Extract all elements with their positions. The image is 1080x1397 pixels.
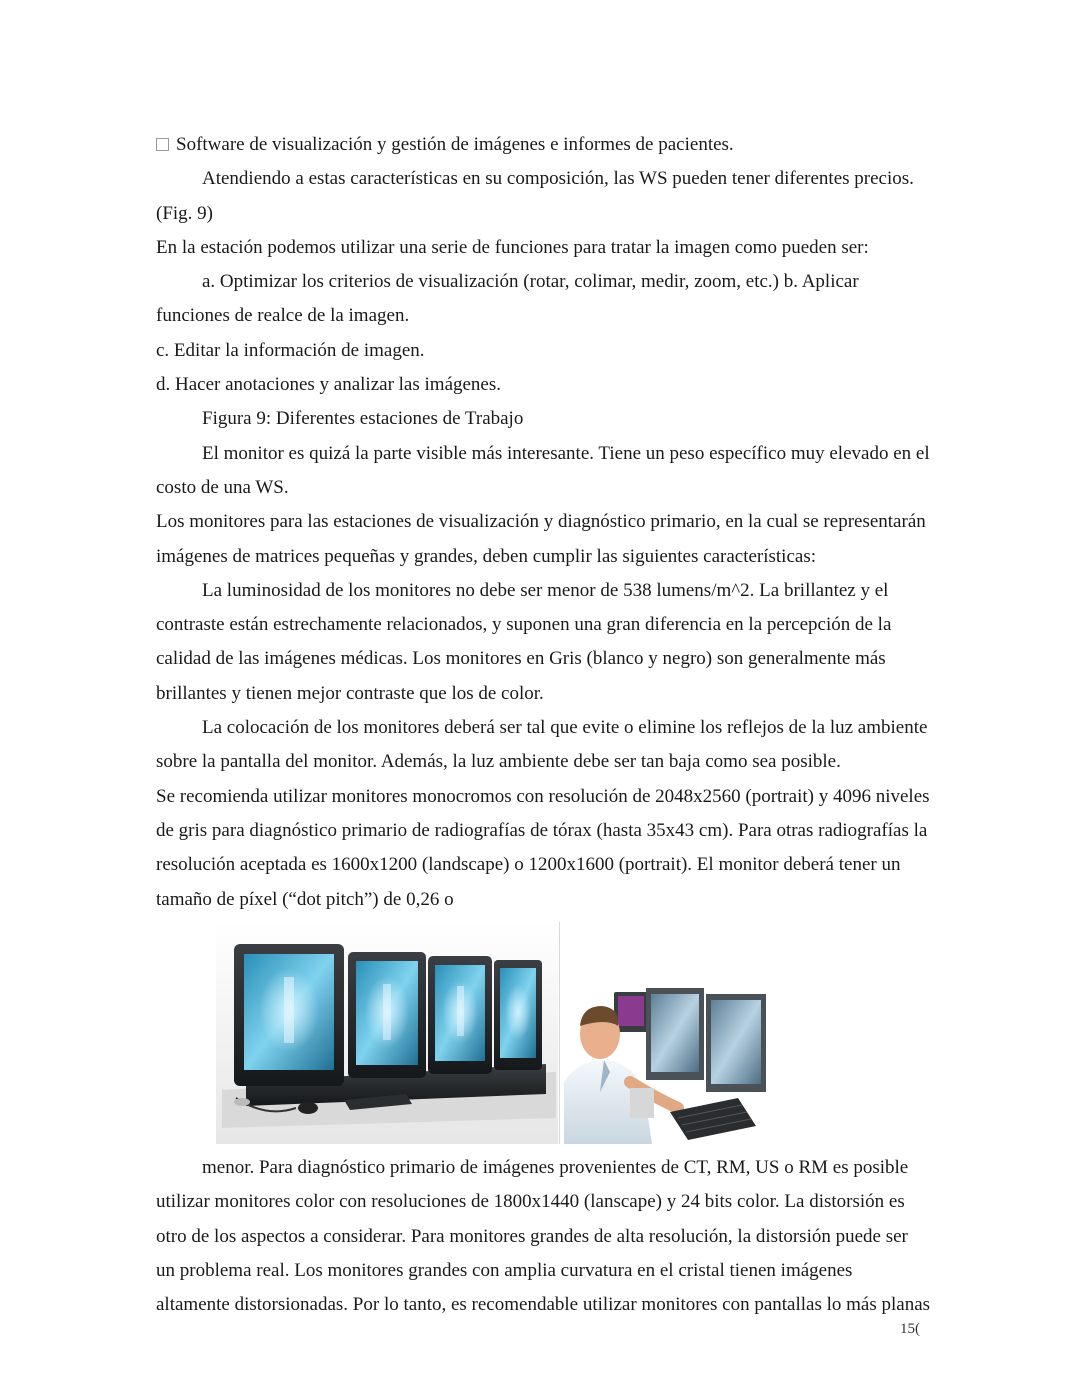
text-block-top: [156, 128, 976, 917]
paragraph-line: altamente distorsionadas. Por lo tanto, es recomendable utilizar monitores con pantallas lo más planas: [156, 1294, 931, 1316]
paragraph-line: La colocación de los monitores deberá ser tal que evite o elimine los reflejos de la luz ambiente: [202, 717, 928, 739]
paragraph-line: resolución aceptada es 1600x1200 (landscape) o 1200x1600 (portrait). El monitor deberá tener un: [156, 854, 901, 876]
paragraph-line: un problema real. Los monitores grandes con amplia curvatura en el cristal tienen imágenes: [156, 1259, 853, 1281]
paragraph-line: sobre la pantalla del monitor. Además, la luz ambiente debe ser tan baja como sea posible.: [156, 751, 841, 773]
paragraph-line: tamaño de píxel (“dot pitch”) de 0,26 o: [156, 888, 454, 910]
paragraph-line: de gris para diagnóstico primario de radiografías de tórax (hasta 35x43 cm). Para otras radiografías la: [156, 819, 928, 841]
figure-caption: Figura 9: Diferentes estaciones de Trabajo: [202, 408, 524, 430]
paragraph-line: funciones de realce de la imagen.: [156, 305, 410, 327]
paragraph-line: Se recomienda utilizar monitores monocromos con resolución de 2048x2560 (portrait) y 4096 niveles: [156, 785, 930, 807]
paragraph-line: menor. Para diagnóstico primario de imágenes provenientes de CT, RM, US o RM es posible: [202, 1157, 909, 1178]
doctor-workstation-photo: [560, 922, 776, 1144]
paragraph-line: brillantes y tienen mejor contraste que los de color.: [156, 682, 544, 704]
bullet-line: Software de visualización y gestión de imágenes e informes de pacientes.: [156, 128, 976, 162]
figure-9-workstations: [216, 922, 776, 1144]
page-number: 15(: [900, 1321, 920, 1337]
paragraph-line: (Fig. 9): [156, 202, 213, 224]
paragraph-line: Los monitores para las estaciones de visualización y diagnóstico primario, en la cual se representarán: [156, 511, 926, 533]
list-item-a: a. Optimizar los criterios de visualización (rotar, colimar, medir, zoom, etc.) b. Aplicar: [202, 271, 859, 293]
paragraph-line: El monitor es quizá la parte visible más interesante. Tiene un peso específico muy elevado en el: [202, 442, 930, 464]
paragraph-line: utilizar monitores color con resoluciones de 1800x1440 (lanscape) y 24 bits color. La distorsión es: [156, 1191, 905, 1213]
paragraph-line: La luminosidad de los monitores no debe ser menor de 538 lumens/m^2. La brillantez y el: [202, 579, 889, 601]
monitor-bank-photo: [216, 922, 558, 1144]
paragraph-line: imágenes de matrices pequeñas y grandes, deben cumplir las siguientes características:: [156, 545, 816, 567]
paragraph-line: Atendiendo a estas características en su composición, las WS pueden tener diferentes precios.: [202, 168, 914, 190]
text-block-bottom: [156, 1151, 976, 1322]
list-item-c: c. Editar la información de imagen.: [156, 339, 425, 361]
checkbox-bullet-icon: [156, 138, 169, 151]
paragraph-line: costo de una WS.: [156, 476, 289, 498]
paragraph-line: otro de los aspectos a considerar. Para monitores grandes de alta resolución, la distorsión puede ser: [156, 1225, 908, 1247]
list-item-d: d. Hacer anotaciones y analizar las imágenes.: [156, 374, 502, 396]
paragraph-line: contraste están estrechamente relacionados, y suponen una gran diferencia en la percepción de la: [156, 614, 892, 636]
paragraph-line: calidad de las imágenes médicas. Los monitores en Gris (blanco y negro) son generalmente más: [156, 648, 886, 670]
paragraph-line: En la estación podemos utilizar una serie de funciones para tratar la imagen como pueden ser:: [156, 236, 869, 258]
